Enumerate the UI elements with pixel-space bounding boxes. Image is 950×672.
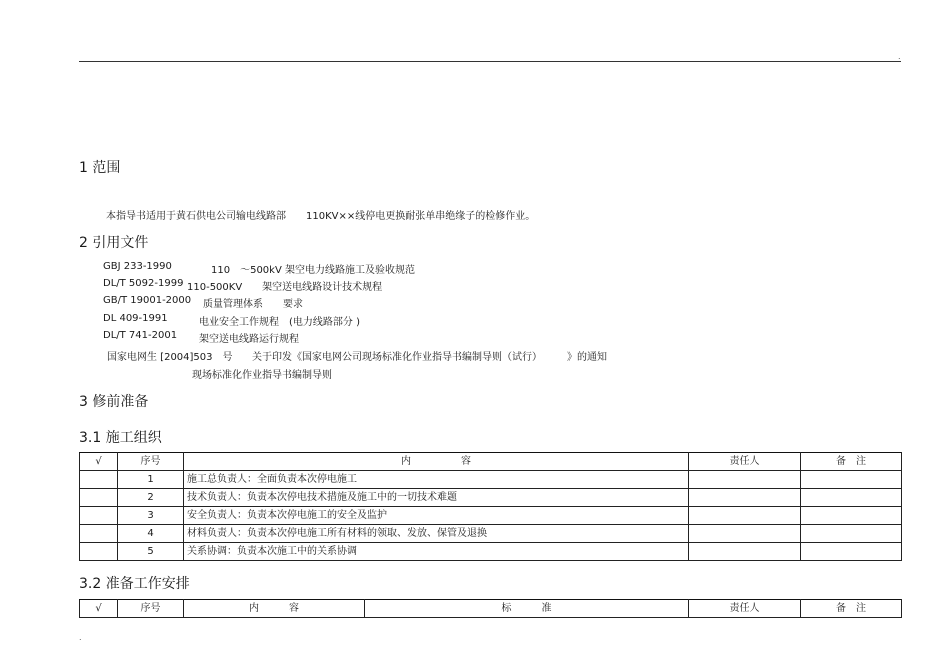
corner-mark-bottom: .	[79, 633, 82, 642]
table-header-row	[80, 453, 902, 471]
check-cell[interactable]	[80, 471, 118, 489]
remark-cell[interactable]	[801, 507, 902, 525]
row-number: 1	[118, 471, 184, 489]
row-number: 5	[118, 543, 184, 561]
section-3-2-title: 3.2 准备工作安排	[79, 576, 190, 592]
col-person-header: 责任人	[689, 600, 801, 618]
col-check-header: √	[80, 453, 118, 471]
person-cell[interactable]	[689, 543, 801, 561]
reference-code: DL/T 5092-1999	[103, 278, 184, 289]
col-no-header: 序号	[118, 600, 184, 618]
reference-text: 110 ～500kV 架空电力线路施工及验收规范	[211, 265, 415, 276]
row-number: 3	[118, 507, 184, 525]
col-person-header: 责任人	[689, 453, 801, 471]
table-row	[80, 489, 902, 507]
check-cell[interactable]	[80, 543, 118, 561]
reference-code: GBJ 233-1990	[103, 261, 172, 272]
reference-code: GB/T 19001-2000	[103, 295, 192, 306]
table-row	[80, 543, 902, 561]
col-content-header: 内 容	[184, 600, 365, 618]
row-content: 关系协调：负责本次施工中的关系协调	[184, 543, 689, 561]
person-cell[interactable]	[689, 507, 801, 525]
section-3-title: 3 修前准备	[79, 394, 149, 410]
reference-text: 110-500KV 架空送电线路设计技术规程	[187, 282, 383, 293]
person-cell[interactable]	[689, 525, 801, 543]
section-1-body: 本指导书适用于黄石供电公司输电线路部 110KV××线停电更换耐张单串绝缘子的检修作业。	[106, 211, 536, 222]
reference-code: 国家电网生 [2004]503 号	[107, 352, 233, 363]
reference-text: 关于印发《国家电网公司现场标准化作业指导书编制导则（试行） 》的通知	[252, 352, 607, 363]
row-content: 安全负责人：负责本次停电施工的安全及监护	[184, 507, 689, 525]
reference-code: DL/T 741-2001	[103, 330, 178, 341]
reference-text: 质量管理体系 要求	[203, 299, 303, 310]
row-content: 施工总负责人：全面负责本次停电施工	[184, 471, 689, 489]
col-remark-header: 备 注	[801, 453, 902, 471]
table-header-row	[80, 600, 902, 618]
row-number: 4	[118, 525, 184, 543]
table-row	[80, 525, 902, 543]
header-rule	[79, 61, 901, 62]
remark-cell[interactable]	[801, 489, 902, 507]
remark-cell[interactable]	[801, 525, 902, 543]
section-1-title: 1 范围	[79, 160, 121, 176]
check-cell[interactable]	[80, 489, 118, 507]
section-2-title: 2 引用文件	[79, 235, 149, 251]
corner-mark-top: .	[898, 52, 901, 61]
row-content: 材料负责人：负责本次停电施工所有材料的领取、发放、保管及退换	[184, 525, 689, 543]
check-cell[interactable]	[80, 525, 118, 543]
table-row	[80, 471, 902, 489]
person-cell[interactable]	[689, 489, 801, 507]
row-content: 技术负责人：负责本次停电技术措施及施工中的一切技术难题	[184, 489, 689, 507]
remark-cell[interactable]	[801, 471, 902, 489]
reference-text: 现场标准化作业指导书编制导则	[192, 370, 332, 381]
row-number: 2	[118, 489, 184, 507]
reference-code: DL 409-1991	[103, 313, 168, 324]
person-cell[interactable]	[689, 471, 801, 489]
col-remark-header: 备 注	[801, 600, 902, 618]
check-cell[interactable]	[80, 507, 118, 525]
col-check-header: √	[80, 600, 118, 618]
section-3-1-title: 3.1 施工组织	[79, 430, 162, 446]
preparation-table	[79, 599, 902, 618]
table-row	[80, 507, 902, 525]
col-standard-header: 标 准	[365, 600, 689, 618]
reference-text: 电业安全工作规程 (电力线路部分 )	[199, 317, 360, 328]
col-content-header: 内 容	[184, 453, 689, 471]
remark-cell[interactable]	[801, 543, 902, 561]
reference-text: 架空送电线路运行规程	[199, 334, 299, 345]
organization-table	[79, 452, 902, 561]
col-no-header: 序号	[118, 453, 184, 471]
